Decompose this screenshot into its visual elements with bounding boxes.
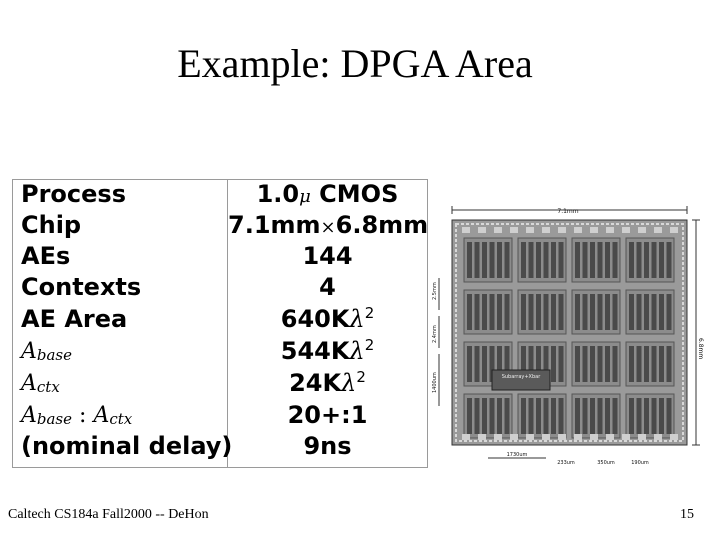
array-column-stripe (475, 346, 480, 382)
array-column-stripe (551, 346, 556, 382)
array-column-stripe (598, 346, 603, 382)
array-column-stripe (467, 294, 472, 330)
row-label: Contexts (21, 273, 142, 301)
array-column-stripe (529, 398, 534, 434)
array-column-stripe (659, 294, 664, 330)
bond-pad (478, 227, 486, 233)
row-value: 7.1mm×6.8mm (228, 211, 429, 239)
bond-pad (542, 434, 550, 440)
table-row (13, 304, 427, 335)
array-column-stripe (644, 398, 649, 434)
bond-pad (622, 227, 630, 233)
bond-pad (574, 434, 582, 440)
array-column-stripe (605, 398, 610, 434)
array-column-stripe (490, 294, 495, 330)
array-column-stripe (536, 242, 541, 278)
array-column-stripe (505, 398, 510, 434)
array-column-stripe (583, 398, 588, 434)
bond-pad (526, 434, 534, 440)
array-column-stripe (667, 242, 672, 278)
row-label: $A_{base}$ : $A_{ctx}$ (21, 403, 133, 428)
dim-left-label-3: 1400um (432, 372, 438, 393)
dim-right-label: 6.8mm (697, 338, 704, 360)
table-row (13, 336, 427, 367)
row-label: Process (21, 180, 126, 208)
bond-pad (574, 227, 582, 233)
bond-pad (606, 227, 614, 233)
array-column-stripe (551, 242, 556, 278)
array-column-stripe (505, 294, 510, 330)
array-column-stripe (482, 398, 487, 434)
bond-pad (606, 434, 614, 440)
array-column-stripe (613, 346, 618, 382)
array-column-stripe (629, 398, 634, 434)
bond-pad (590, 227, 598, 233)
array-column-stripe (652, 398, 657, 434)
array-column-stripe (529, 294, 534, 330)
array-column-stripe (544, 242, 549, 278)
table-row (13, 431, 427, 462)
table-row (13, 400, 427, 431)
bond-pad (494, 227, 502, 233)
row-label: $A_{base}$ (21, 339, 73, 364)
array-column-stripe (613, 398, 618, 434)
array-column-stripe (490, 242, 495, 278)
array-column-stripe (536, 294, 541, 330)
dim-bottom-label-4: 190um (631, 460, 649, 466)
dim-left-label-1: 2.5mm (432, 282, 438, 300)
array-column-stripe (590, 398, 595, 434)
bond-pad (510, 434, 518, 440)
row-label: $A_{ctx}$ (21, 371, 60, 396)
array-column-stripe (583, 294, 588, 330)
page-number: 15 (680, 507, 694, 522)
array-column-stripe (629, 346, 634, 382)
dim-top-label: 7.1mm (557, 208, 579, 215)
row-value: 4 (319, 273, 336, 301)
array-column-stripe (544, 294, 549, 330)
dim-bottom-label-1: 1730um (506, 452, 528, 458)
array-column-stripe (505, 242, 510, 278)
array-column-stripe (575, 294, 580, 330)
array-column-stripe (529, 242, 534, 278)
array-column-stripe (482, 346, 487, 382)
array-column-stripe (559, 398, 564, 434)
dim-left-label-2: 2.4mm (432, 325, 438, 343)
bond-pad (462, 434, 470, 440)
array-column-stripe (559, 294, 564, 330)
dim-bottom-label-2: 233um (557, 460, 575, 466)
array-column-stripe (551, 398, 556, 434)
array-column-stripe (659, 398, 664, 434)
array-column-stripe (521, 242, 526, 278)
array-column-stripe (467, 242, 472, 278)
spec-table (12, 179, 428, 468)
array-column-stripe (637, 294, 642, 330)
row-value: 9ns (303, 432, 352, 460)
array-column-stripe (590, 294, 595, 330)
array-column-stripe (613, 294, 618, 330)
table-row (13, 368, 427, 399)
array-column-stripe (544, 398, 549, 434)
bond-pad (638, 434, 646, 440)
array-column-stripe (598, 242, 603, 278)
row-label: Chip (21, 211, 82, 239)
bond-pad (526, 227, 534, 233)
array-column-stripe (559, 346, 564, 382)
array-column-stripe (590, 346, 595, 382)
bond-pad (670, 434, 678, 440)
array-column-stripe (475, 398, 480, 434)
array-column-stripe (659, 242, 664, 278)
array-column-stripe (575, 398, 580, 434)
bond-pad (558, 434, 566, 440)
array-column-stripe (467, 346, 472, 382)
row-value: 1.0μ CMOS (256, 180, 399, 208)
array-column-stripe (575, 346, 580, 382)
array-column-stripe (583, 346, 588, 382)
array-column-stripe (551, 294, 556, 330)
bond-pad (670, 227, 678, 233)
array-column-stripe (667, 398, 672, 434)
table-row (13, 241, 427, 272)
bond-pad (654, 434, 662, 440)
array-column-stripe (637, 398, 642, 434)
array-column-stripe (497, 294, 502, 330)
array-column-stripe (637, 242, 642, 278)
array-column-stripe (598, 398, 603, 434)
table-row (13, 179, 427, 210)
row-value: 144 (302, 242, 353, 270)
array-column-stripe (575, 242, 580, 278)
array-column-stripe (659, 346, 664, 382)
array-column-stripe (497, 242, 502, 278)
bond-pad (654, 227, 662, 233)
array-column-stripe (613, 242, 618, 278)
bond-pad (478, 434, 486, 440)
array-column-stripe (536, 398, 541, 434)
array-column-stripe (629, 242, 634, 278)
array-column-stripe (605, 242, 610, 278)
array-column-stripe (667, 294, 672, 330)
footer-course-label: Caltech CS184a Fall2000 -- DeHon (8, 507, 209, 522)
array-column-stripe (590, 242, 595, 278)
row-value: 20+:1 (287, 401, 368, 429)
array-column-stripe (475, 294, 480, 330)
array-column-stripe (482, 242, 487, 278)
array-column-stripe (467, 398, 472, 434)
array-column-stripe (644, 294, 649, 330)
array-column-stripe (644, 242, 649, 278)
array-column-stripe (637, 346, 642, 382)
array-column-stripe (644, 346, 649, 382)
array-column-stripe (521, 294, 526, 330)
array-column-stripe (490, 398, 495, 434)
table-row (13, 272, 427, 303)
array-column-stripe (497, 398, 502, 434)
chip-die-photo (428, 198, 714, 470)
dim-bottom-label-3: 350um (597, 460, 615, 466)
array-column-stripe (583, 242, 588, 278)
array-column-stripe (629, 294, 634, 330)
slide-title: Example: DPGA Area (177, 41, 533, 86)
bond-pad (590, 434, 598, 440)
row-label: AE Area (21, 305, 128, 333)
row-value: $24K\lambda^2$ (289, 368, 366, 397)
array-column-stripe (482, 294, 487, 330)
bond-pad (558, 227, 566, 233)
table-row (13, 210, 427, 241)
array-column-stripe (605, 294, 610, 330)
array-column-stripe (559, 242, 564, 278)
subarray-label: Subarray+Xbar (501, 374, 541, 380)
row-label: (nominal delay) (21, 432, 233, 460)
bond-pad (542, 227, 550, 233)
row-value: $544K\lambda^2$ (280, 336, 375, 365)
array-column-stripe (652, 294, 657, 330)
bond-pad (510, 227, 518, 233)
array-column-stripe (475, 242, 480, 278)
array-column-stripe (652, 346, 657, 382)
bond-pad (462, 227, 470, 233)
array-column-stripe (598, 294, 603, 330)
row-label: AEs (21, 242, 71, 270)
row-value: $640K\lambda^2$ (280, 304, 375, 333)
array-column-stripe (605, 346, 610, 382)
bond-pad (494, 434, 502, 440)
array-column-stripe (667, 346, 672, 382)
array-column-stripe (521, 398, 526, 434)
bond-pad (638, 227, 646, 233)
array-column-stripe (652, 242, 657, 278)
bond-pad (622, 434, 630, 440)
